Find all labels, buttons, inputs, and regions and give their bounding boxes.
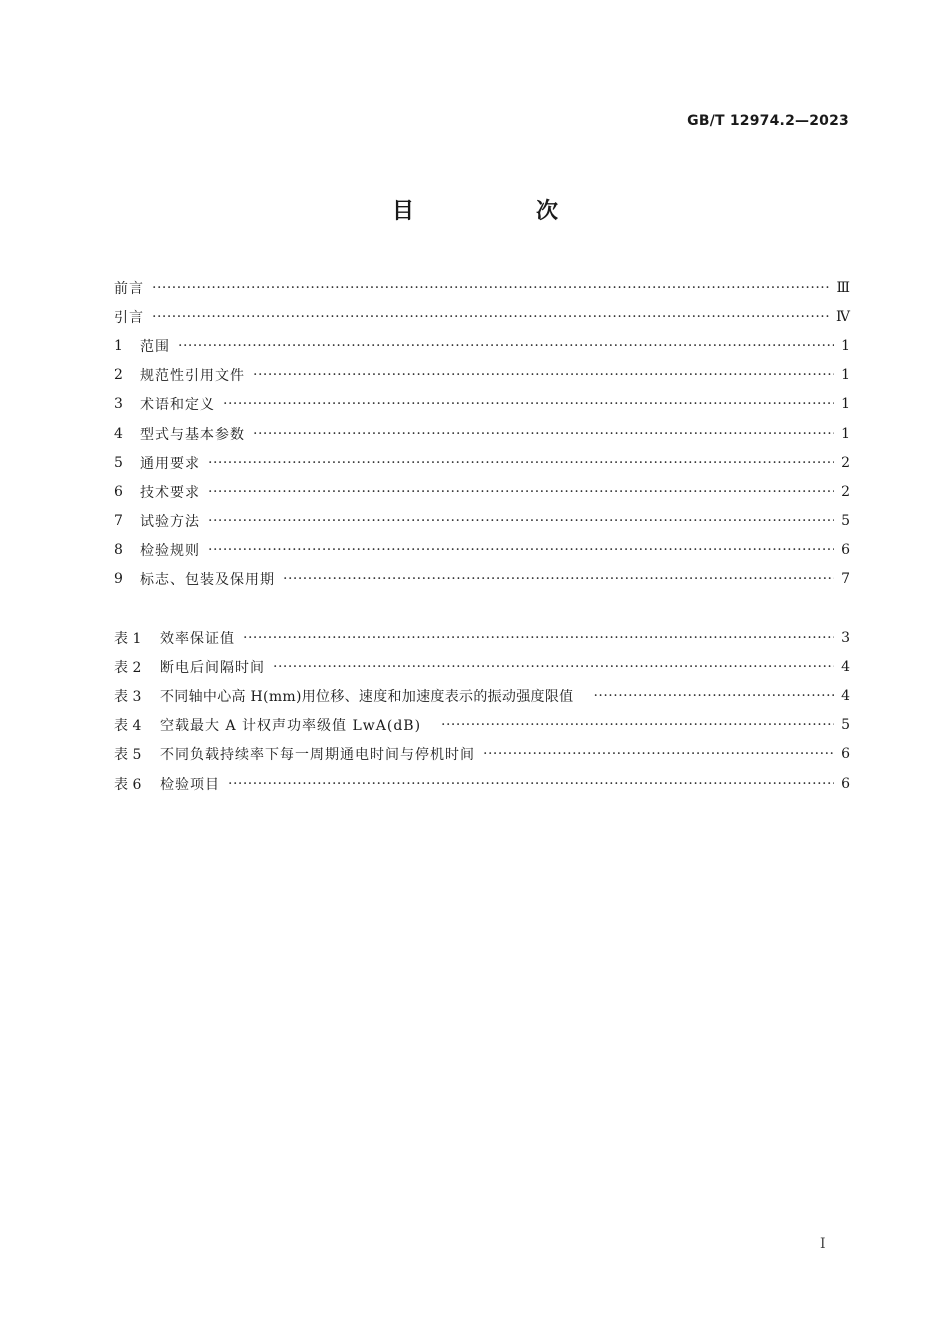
toc-entry-section-3[interactable] [114,390,850,419]
dot-leader [208,455,834,471]
toc-number: 1 [114,337,123,354]
toc-number: 6 [114,483,123,500]
toc-entry-section-8[interactable] [114,536,850,565]
dot-leader [228,776,834,792]
toc-entry-section-2[interactable] [114,361,850,390]
dot-leader [152,309,830,325]
toc-entry-table-2[interactable] [114,652,850,681]
toc-label: 规范性引用文件 [140,368,245,385]
dot-leader [208,542,834,558]
toc-number: 表 4 [114,718,142,735]
toc-number: 表 1 [114,630,142,647]
toc-label: 型式与基本参数 [140,426,245,443]
dot-leader [483,746,834,762]
toc-label: 术语和定义 [140,397,215,414]
toc-page-number: 1 [841,367,850,384]
toc-page-number: 5 [841,513,850,530]
toc-number: 7 [114,513,123,530]
toc-entry-section-1[interactable] [114,331,850,360]
toc-label: 效率保证值 [160,630,235,647]
toc-label: 断电后间隔时间 [160,659,265,676]
toc-number: 表 2 [114,659,142,676]
dot-leader [273,659,834,675]
dot-leader [208,513,834,529]
toc-page-number: 3 [841,629,850,646]
toc-number: 3 [114,396,123,413]
toc-number: 表 6 [114,776,142,793]
dot-leader [253,426,834,442]
dot-leader [208,484,834,500]
dot-leader [593,688,834,704]
toc-entry-table-4[interactable] [114,711,850,740]
toc-label: 标志、包装及保用期 [140,572,275,589]
toc-label: 检验规则 [140,543,200,560]
toc-tables-list [114,623,850,798]
toc-entry-table-5[interactable] [114,740,850,769]
toc-label: 前言 [114,280,144,297]
toc-page-number: 6 [841,542,850,559]
toc-page-number: 5 [841,717,850,734]
toc-number: 5 [114,454,123,471]
toc-number: 表 5 [114,747,142,764]
toc-label: 通用要求 [140,455,200,472]
toc-page-number: Ⅲ [836,279,850,296]
toc-label: 范围 [140,338,170,355]
toc-entry-section-7[interactable] [114,507,850,536]
toc-page-number: 6 [841,746,850,763]
page-number: I [820,1236,826,1252]
toc-page-number: 4 [841,687,850,704]
toc-number: 8 [114,542,123,559]
toc-label: 试验方法 [140,514,200,531]
toc-entry-section-5[interactable] [114,448,850,477]
toc-entry-table-3[interactable] [114,681,850,710]
toc-page-number: 1 [841,337,850,354]
toc-entry-table-1[interactable] [114,623,850,652]
dot-leader [223,396,834,412]
document-code: GB/T 12974.2—2023 [687,113,849,129]
toc-entry-section-6[interactable] [114,477,850,506]
toc-page-number: 6 [841,775,850,792]
toc-label: 引言 [114,309,144,326]
toc-entry-foreword[interactable] [114,273,850,302]
toc-page-number: 1 [841,396,850,413]
dot-leader [243,630,834,646]
toc-entry-introduction[interactable] [114,302,850,331]
page-title: 目 次 [391,199,608,224]
toc-label: 空载最大 A 计权声功率级值 LwA(dB) [160,718,422,735]
toc-label: 不同负载持续率下每一周期通电时间与停机时间 [160,747,475,764]
toc-page-number: 2 [841,454,850,471]
toc-entry-section-4[interactable] [114,419,850,448]
toc-label: 技术要求 [140,484,200,501]
toc-entry-table-6[interactable] [114,769,850,798]
toc-page-number: 1 [841,425,850,442]
toc-sections-list [114,273,850,594]
toc-entry-section-9[interactable] [114,565,850,594]
dot-leader [441,717,834,733]
toc-page-number: 4 [841,658,850,675]
toc-number: 2 [114,367,123,384]
toc-label: 检验项目 [160,776,220,793]
toc-number: 表 3 [114,688,142,705]
toc-page-number: 2 [841,483,850,500]
toc-page-number: 7 [841,571,850,588]
dot-leader [283,571,834,587]
dot-leader [152,280,830,296]
toc-number: 9 [114,571,123,588]
toc-label: 不同轴中心高 H(mm)用位移、速度和加速度表示的振动强度限值 [160,688,574,705]
dot-leader [253,367,834,383]
toc-page-number: Ⅳ [836,308,850,325]
toc-number: 4 [114,425,123,442]
dot-leader [178,338,834,354]
